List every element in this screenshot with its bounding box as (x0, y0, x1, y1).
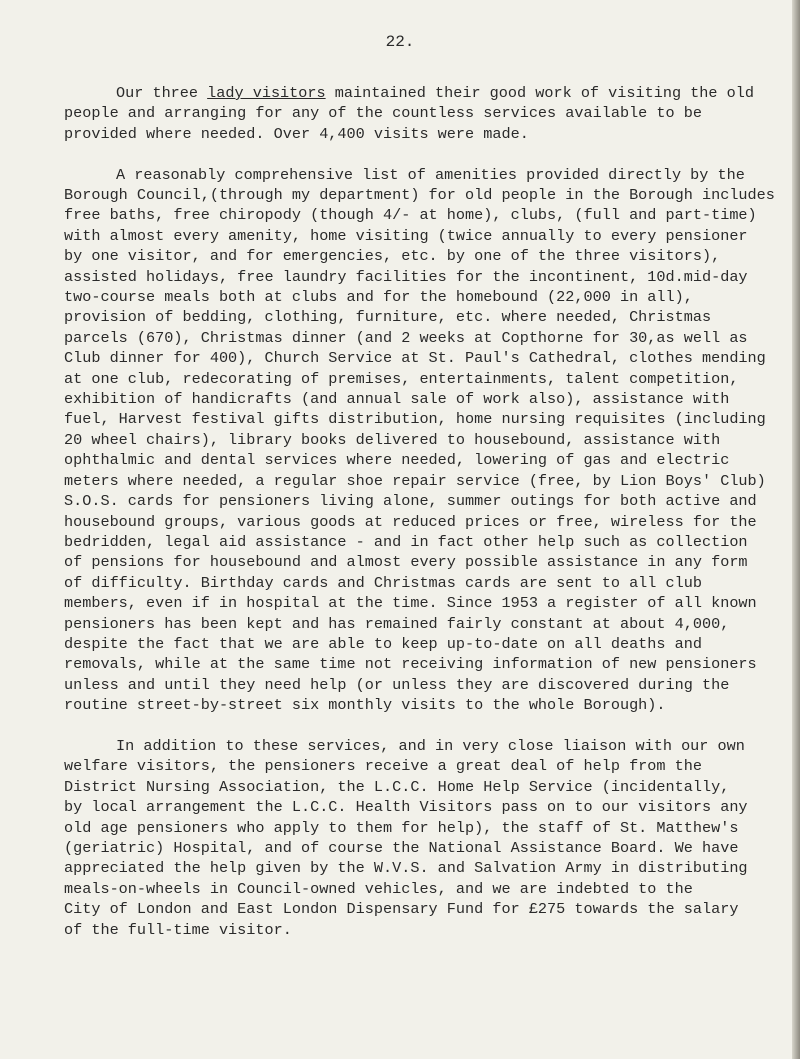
text-line: despite the fact that we are able to keep up-to-date on all deaths and (64, 634, 702, 653)
page-number: 22. (385, 33, 415, 51)
paragraph-amenities (64, 165, 775, 716)
text-line: by local arrangement the L.C.C. Health Visitors pass on to our visitors any (64, 798, 748, 817)
text-line: welfare visitors, the pensioners receive a great deal of help from the (64, 757, 702, 776)
text-line: Borough Council,(through my department) for old people in the Borough includes (64, 186, 775, 205)
text-line: of pensions for housebound and almost every possible assistance in any form (64, 553, 748, 572)
page-edge-shadow (792, 0, 800, 1059)
text-line: District Nursing Association, the L.C.C. Home Help Service (incidentally, (64, 777, 730, 796)
text-line (64, 83, 764, 103)
text-line: In addition to these services, and in very close liaison with our own (116, 736, 745, 755)
paragraph-liaison (64, 736, 764, 940)
text-line: ophthalmic and dental services where needed, lowering of gas and electric (64, 451, 730, 470)
text-line: Club dinner for 400), Church Service at St. Paul's Cathedral, clothes mending (64, 349, 766, 368)
paragraph-lady-visitors (64, 83, 764, 144)
text-line: of difficulty. Birthday cards and Christmas cards are sent to all club (64, 573, 702, 592)
text-line: free baths, free chiropody (though 4/- at home), clubs, (full and part-time) (64, 206, 757, 225)
text-line: of the full-time visitor. (64, 920, 292, 939)
text-line: members, even if in hospital at the time. Since 1953 a register of all known (64, 594, 757, 613)
text-line: parcels (670), Christmas dinner (and 2 weeks at Copthorne for 30,as well as (64, 328, 748, 347)
underlined-phrase: lady visitors (207, 84, 326, 102)
text-line: removals, while at the same time not receiving information of new pensioners (64, 655, 757, 674)
text-line: (geriatric) Hospital, and of course the National Assistance Board. We have (64, 839, 739, 857)
text-line: 20 wheel chairs), library books delivered to housebound, assistance with (64, 430, 721, 449)
text-line: people and arranging for any of the countless services available to be (64, 104, 702, 123)
text-line: by one visitor, and for emergencies, etc. by one of the three visitors), (64, 247, 721, 266)
text-line: A reasonably comprehensive list of amenities provided directly by the (116, 165, 745, 184)
text-line: pensioners has been kept and has remained fairly constant at about 4,000, (64, 614, 730, 633)
text-line: provision of bedding, clothing, furniture, etc. where needed, Christmas (64, 308, 712, 327)
text-line: old age pensioners who apply to them for help), the staff of St. Matthew's (64, 818, 739, 837)
text-line: with almost every amenity, home visiting (twice annually to every pensioner (64, 226, 748, 245)
body-text (64, 83, 775, 960)
text-line: meals-on-wheels in Council-owned vehicles, and we are indebted to the (64, 879, 693, 898)
text-line: housebound groups, various goods at reduced prices or free, wireless for the (64, 512, 757, 531)
text-line: unless and until they need help (or unless they are discovered during the (64, 675, 730, 694)
text-line: bedridden, legal aid assistance - and in fact other help such as collection (64, 532, 748, 551)
text-line: assisted holidays, free laundry facilities for the incontinent, 10d.mid-day (64, 267, 748, 286)
text-line: routine street-by-street six monthly visits to the whole Borough). (64, 696, 666, 715)
text-line: exhibition of handicrafts (and annual sale of work also), assistance with (64, 390, 730, 409)
text-line: two-course meals both at clubs and for the homebound (22,000 in all), (64, 288, 693, 307)
text-line: fuel, Harvest festival gifts distribution, home nursing requisites (including (64, 410, 766, 429)
text-line: S.O.S. cards for pensioners living alone, summer outings for both active and (64, 492, 757, 511)
text-line: appreciated the help given by the W.V.S. and Salvation Army in distributing (64, 859, 748, 878)
text-line: City of London and East London Dispensary Fund for £275 towards the salary (64, 900, 739, 919)
text-line: provided where needed. Over 4,400 visits were made. (64, 124, 529, 143)
text-line: meters where needed, a regular shoe repair service (free, by Lion Boys' Club) (64, 471, 766, 490)
text-fragment: Our three (116, 84, 208, 102)
text-line: at one club, redecorating of premises, entertainments, talent competition, (64, 369, 739, 388)
text-fragment: maintained their good work of visiting the old (325, 84, 754, 102)
